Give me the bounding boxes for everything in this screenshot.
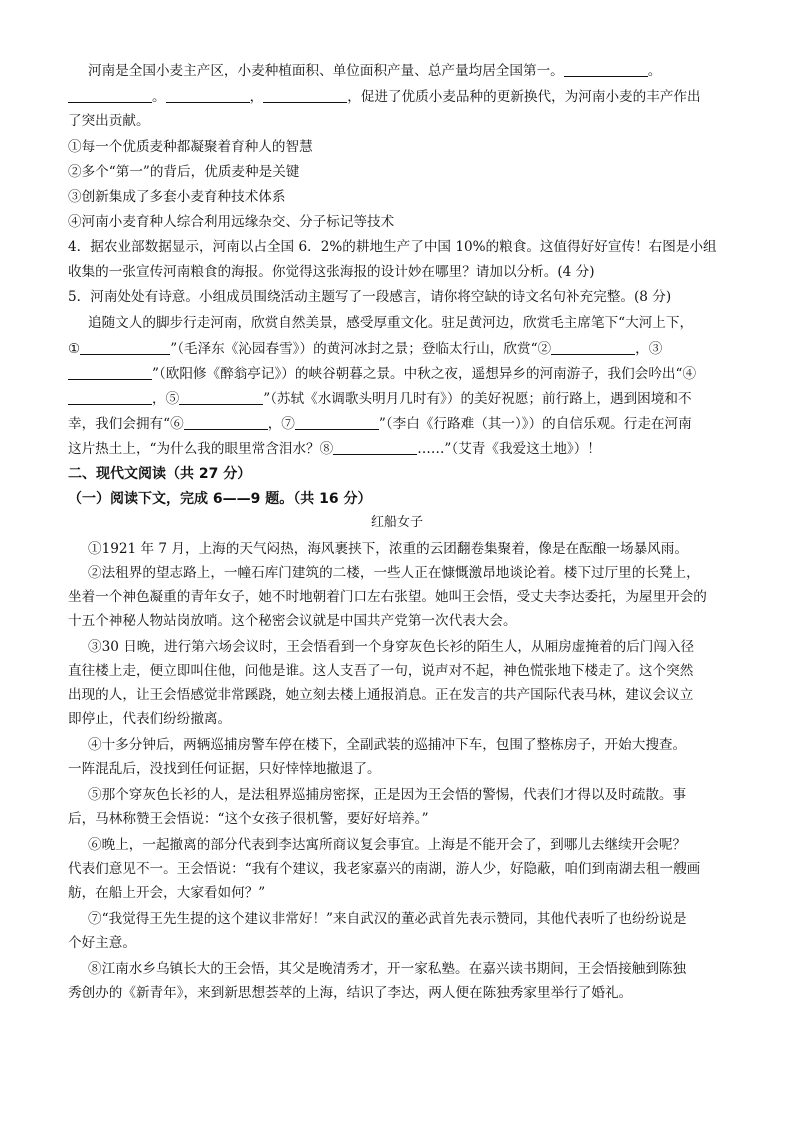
answer-blank[interactable]: [166, 88, 250, 103]
sub-heading: （一）阅读下文，完成 6——9 题。（共 16 分）: [68, 491, 372, 507]
article-line: 坐着一个神色凝重的青年女子，她不时地朝着门口左右张望。她叫王会悟，受丈夫李达委托，为屋里开会的: [68, 589, 707, 605]
answer-blank[interactable]: [564, 62, 648, 77]
q5-para-line: [68, 439, 728, 459]
q3-line-3: 了突出贡献。: [68, 113, 150, 129]
q5-text: 这片热土上，“为什么我的眼里常含泪水？⑧: [68, 441, 334, 457]
q5-text: 幸，我们会拥有“⑥: [68, 416, 184, 432]
q3-line-2: [68, 87, 728, 107]
article-line: ⑤那个穿灰色长衫的人，是法租界巡捕房密探，正是因为王会悟的警惕，代表们才得以及时疏散。事: [88, 787, 687, 803]
q5-text: ”（苏轼《水调歌头明月几时有》）的美好祝愿；前行路上，遇到困境和不: [263, 391, 692, 407]
q5-text: ……”（艾青《我爱这土地》）！: [417, 441, 601, 457]
answer-blank-1[interactable]: [80, 340, 170, 355]
article-line: 十五个神秘人物站岗放哨。这个秘密会议就是中国共产党第一次代表大会。: [68, 613, 517, 629]
q5-text: ”（毛泽东《沁园春雪》）的黄河冰封之景；登临太行山，欣赏“②: [170, 341, 552, 357]
article-line: 出现的人，让王会悟感觉非常蹊跷，她立刻去楼上通报消息。正在发言的共产国际代表马林，建议会议立: [68, 687, 694, 703]
q3-option: ②多个“第一”的背后，优质麦种是关键: [68, 164, 300, 180]
q3-option: ③创新集成了多套小麦育种技术体系: [68, 189, 286, 205]
article-title: 红船女子: [370, 515, 423, 530]
q3-option: ④河南小麦育种人综合利用远缘杂交、分子标记等技术: [68, 214, 395, 230]
section-heading: 二、现代文阅读（共 27 分）: [68, 466, 252, 482]
q5-text: ①: [68, 341, 81, 357]
article-line: ⑥晚上，一起撤离的部分代表到李达寓所商议复会事宜。上海是不能开会了，到哪儿去继续开会呢？: [88, 837, 687, 853]
q3-option: ①每一个优质麦种都凝聚着育种人的智慧: [68, 139, 313, 155]
q5-para-line: [68, 414, 728, 434]
article-line: 直往楼上走，便立即叫住他，问他是谁。这人支吾了一句，说声对不起，神色慌张地下楼走了。这个突然: [68, 663, 694, 679]
answer-blank-5[interactable]: [179, 390, 263, 405]
article-line: ⑧江南水乡乌镇长大的王会悟，其父是晚清秀才，开一家私塾。在嘉兴读书期间，王会悟接触到陈独: [88, 961, 687, 977]
q5-para-line: [68, 389, 728, 409]
q5-line-1: 5．河南处处有诗意。小组成员围绕活动主题写了一段感言，请你将空缺的诗文名句补充完整。(8 分): [68, 289, 672, 305]
q3-line-1: [88, 61, 748, 81]
q3-text: 。: [647, 63, 662, 79]
article-line: ②法租界的望志路上，一幢石库门建筑的二楼，一些人正在慷慨激昂地谈论着。楼下过厅里的长凳上，: [88, 565, 700, 581]
q5-para-line: [68, 364, 728, 384]
answer-blank-8[interactable]: [333, 440, 417, 455]
article-line: 一阵混乱后，没找到任何证据，只好悻悻地撤退了。: [68, 761, 381, 777]
article-line: 即停止，代表们纷纷撤离。: [68, 711, 232, 727]
q5-text: ，⑤: [152, 391, 180, 407]
article-line: ④十多分钟后，两辆巡捕房警车停在楼下，全副武装的巡捕冲下车，包围了整栋房子，开始大搜查。: [88, 737, 687, 753]
answer-blank-3[interactable]: [68, 365, 152, 380]
article-line: 个好主意。: [68, 935, 136, 951]
answer-blank[interactable]: [263, 88, 347, 103]
answer-blank-2[interactable]: [551, 340, 635, 355]
q5-text: ”（欧阳修《醉翁亭记》）的峡谷朝暮之景。中秋之夜，遥想异乡的河南游子，我们会吟出“④: [152, 366, 697, 382]
article-line: ③30 日晚，进行第六场会议时，王会悟看到一个身穿灰色长衫的陌生人，从厢房虚掩着的后门闯入径: [88, 639, 695, 655]
q5-text: ，⑦: [267, 416, 295, 432]
q4-line-1: 4．据农业部数据显示，河南以占全国 6．2%的耕地生产了中国 10%的粮食。这值得好好宣传！右图是小组: [68, 239, 717, 255]
q5-para-line: [68, 339, 728, 359]
article-line: ①1921 年 7 月，上海的天气闷热，海风裹挟下，浓重的云团翻卷集聚着，像是在酝酿一场暴风雨。: [88, 541, 688, 557]
article-line: ⑦“我觉得王先生提的这个建议非常好！”来自武汉的董必武首先表示赞同，其他代表听了也纷纷说是: [88, 911, 687, 927]
answer-blank[interactable]: [68, 88, 152, 103]
q5-para-line: 追随文人的脚步行走河南，欣赏自然美景，感受厚重文化。驻足黄河边，欣赏毛主席笔下“大河上下，: [88, 315, 694, 331]
q4-line-2: 收集的一张宣传河南粮食的海报。你觉得这张海报的设计妙在哪里？请加以分析。(4 分): [68, 264, 595, 280]
q5-text: ，③: [635, 341, 663, 357]
article-line: 后，马林称赞王会悟说：“这个女孩子很机警，要好好培养。”: [68, 811, 429, 827]
article-line: 代表们意见不一。王会悟说：“我有个建议，我老家嘉兴的南湖，游人少，好隐蔽，咱们到南湖去租一艘画: [68, 861, 701, 877]
q3-text: 河南是全国小麦主产区，小麦种植面积、单位面积产量、总产量均居全国第一。: [88, 63, 564, 79]
q3-text: 。: [152, 89, 166, 105]
article-line: 舫，在船上开会，大家看如何？”: [68, 885, 266, 901]
q5-text: ”（李白《行路难（其一）》）的自信乐观。行走在河南: [378, 416, 692, 432]
answer-blank-4[interactable]: [68, 390, 152, 405]
article-line: 秀创办的《新青年》，来到新思想荟萃的上海，结识了李达，两人便在陈独秀家里举行了婚礼。: [68, 985, 633, 1001]
q3-text: ，促进了优质小麦品种的更新换代，为河南小麦的丰产作出: [347, 89, 701, 105]
answer-blank-6[interactable]: [184, 415, 268, 430]
q3-text: ，: [249, 89, 264, 105]
answer-blank-7[interactable]: [295, 415, 379, 430]
